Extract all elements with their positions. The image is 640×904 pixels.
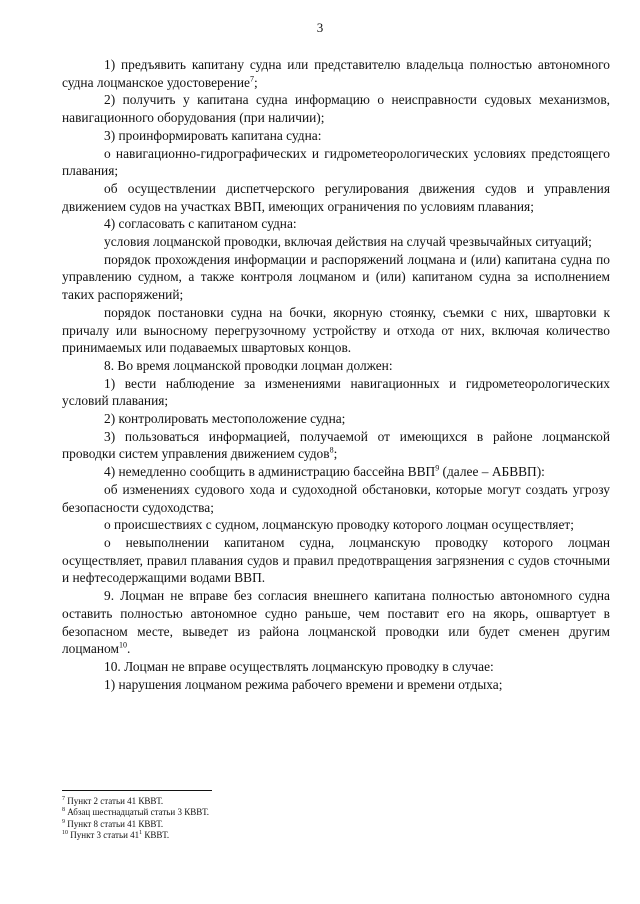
- paragraph: 1) предъявить капитану судна или представителю владельца полностью автономного судна лоцманское удостоверение$^7$;: [62, 57, 610, 90]
- paragraph: 3) проинформировать капитана судна:: [104, 127, 322, 143]
- paragraph: 3) пользоваться информацией, получаемой от имеющихся в районе лоцманской проводки систем управления движением судов$^8$;: [62, 428, 610, 462]
- paragraph: 2) получить у капитана судна информацию о неисправности судовых механизмов, навигационного оборудования (при наличии);: [62, 92, 610, 126]
- footnote-ref: 9: [435, 463, 440, 473]
- footnote-ref: 7: [249, 74, 254, 84]
- paragraph: о навигационно-гидрографических и гидрометеорологических условиях предстоящего плавания;: [62, 145, 610, 179]
- article-superscript: 1: [139, 830, 143, 837]
- paragraph: об изменениях судового хода и судоходной обстановки, которые могут создать угрозу безопасности судоходства;: [62, 481, 610, 515]
- footnote: $^8$ Абзац шестнадцатый статьи 3 КВВТ.: [62, 807, 209, 818]
- footnote-mark: 8: [62, 807, 65, 814]
- footnote-ref: 8: [329, 446, 334, 455]
- footnote-mark: 7: [62, 796, 65, 802]
- footnote-mark: 10: [62, 830, 68, 837]
- paragraph: 4) согласовать с капитаном судна:: [104, 216, 297, 232]
- paragraph: условия лоцманской проводки, включая действия на случай чрезвычайных ситуаций;: [104, 234, 592, 250]
- footnote: $^9$ Пункт 8 статьи 41 КВВТ.: [62, 818, 164, 829]
- body-text: [62, 56, 610, 693]
- footnote: $^7$ Пункт 2 статьи 41 КВВТ.: [62, 796, 164, 806]
- footnote: $^{10}$ Пункт 3 статьи $41^1$ КВВТ.: [62, 830, 170, 841]
- paragraph: порядок постановки судна на бочки, якорную стоянку, съемки с них, швартовки к причалу или выносному перегрузочному устройству и отхода от них, включая количество принимаемых или подаваемых швартовых концов.: [62, 304, 610, 356]
- footnote-divider: [62, 790, 212, 791]
- paragraph: о невыполнении капитаном судна, лоцманскую проводку которого лоцман осуществляет, правил плавания судов и правил предотвращения загрязнения с судов сточными и нефтесодержащими водами ВВП.: [62, 534, 610, 586]
- paragraph: 2) контролировать местоположение судна;: [104, 411, 346, 427]
- footnote-ref: 10: [118, 640, 127, 650]
- footnote-mark: 9: [62, 818, 65, 825]
- paragraph: об осуществлении диспетчерского регулирования движения судов и управления движением судов на участках ВВП, имеющих ограничения по условиям плавания;: [62, 180, 610, 214]
- paragraph: 10. Лоцман не вправе осуществлять лоцманскую проводку в случае:: [104, 658, 494, 674]
- paragraph: 8. Во время лоцманской проводки лоцман должен:: [104, 357, 393, 373]
- paragraph: о происшествиях с судном, лоцманскую проводку которого лоцман осуществляет;: [104, 517, 574, 533]
- paragraph: 1) вести наблюдение за изменениями навигационных и гидрометеорологических условий плавания;: [62, 375, 610, 409]
- page-number: 3: [316, 20, 324, 35]
- footnotes: [62, 796, 610, 842]
- paragraph: 9. Лоцман не вправе без согласия внешнего капитана полностью автономного судна оставить полностью автономное судно раньше, чем поставит его на якорь, ошвартует в безопасном месте, выведет из района лоцманской проводки или будет сменен другим лоцманом$^{10}$.: [62, 588, 610, 657]
- paragraph: 4) немедленно сообщить в администрацию бассейна ВВП$^9$ (далее – АБВВП):: [104, 463, 545, 480]
- paragraph: порядок прохождения информации и распоряжений лоцмана и (или) капитана судна по управлению судном, а также контроля лоцманом и (или) капитаном судна за исполнением таких распоряжений;: [62, 251, 610, 303]
- paragraph: 1) нарушения лоцманом режима рабочего времени и времени отдыха;: [104, 676, 503, 692]
